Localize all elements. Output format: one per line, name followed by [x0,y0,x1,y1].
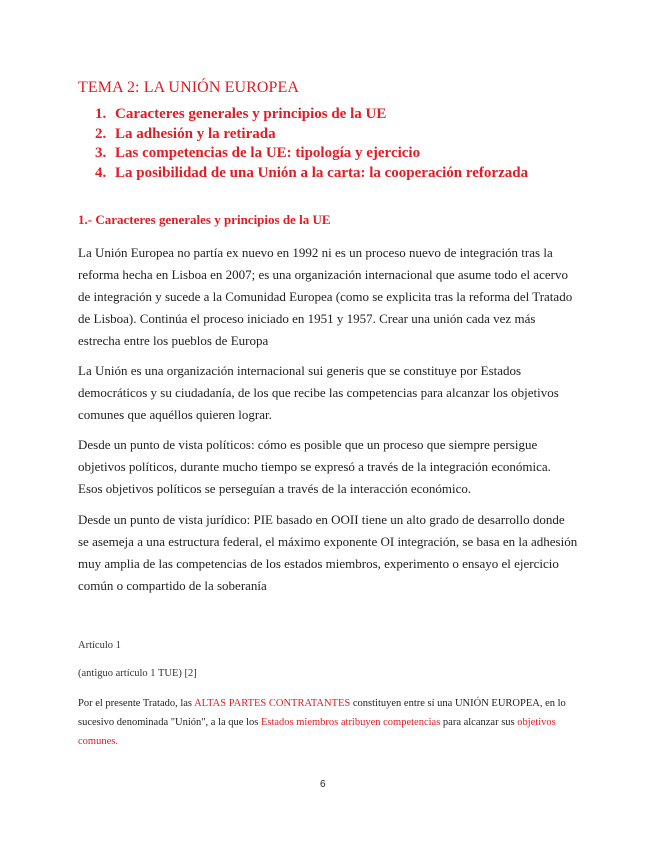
paragraph: Desde un punto de vista políticos: cómo es posible que un proceso que siempre persigue objetivos políticos, durante mucho tiempo se expresó a través de la integración económica. Esos objetivos políticos se perseguían a través de la interacción económico. [78,437,551,496]
toc-item [95,125,528,145]
toc-text: Caracteres generales y principios de la UE [115,106,387,122]
treaty-highlight: ALTAS PARTES CONTRATANTES [194,698,351,709]
toc-number: 2. [95,125,107,142]
article-subtitle: (antiguo artículo 1 TUE) [2] [78,668,197,679]
toc-text: La adhesión y la retirada [115,125,276,142]
treaty-highlight: Estados miembros atribuyen competencias [260,717,441,728]
section-heading: 1.- Caracteres generales y principios de la UE [78,212,331,227]
treaty-text: . [115,736,118,747]
treaty-text: para alcanzar sus [440,717,518,728]
page-number: 6 [320,779,326,790]
article-label: Artículo 1 [78,640,121,651]
toc-number: 4. [95,164,107,181]
document-title: TEMA 2: LA UNIÓN EUROPEA [78,79,300,96]
toc-number: 1. [95,106,107,122]
toc-text: Las competencias de la UE: tipología y ejercicio [115,145,421,161]
treaty-highlight: objetivos comunes [78,717,556,747]
toc-number: 3. [95,145,107,161]
toc-item [95,144,528,164]
toc-item [95,105,528,125]
paragraph: La Unión Europea no partía ex nuevo en 1992 ni es un proceso nuevo de integración tras la reforma hecha en Lisboa en 2007; es una organización internacional que asume todo el acervo de integración y sucede a la Comunidad Europea (como se explicita tras la reforma del Tratado de Lisboa). Continúa el proceso iniciado en 1951 y 1957. Crear una unión cada vez más estrecha entre los pueblos de Europa [78,245,573,348]
treaty-text: Por el presente Tratado, las [78,698,195,709]
toc-item [95,164,528,184]
paragraph: Desde un punto de vista jurídico: PIE basado en OOII tiene un alto grado de desarrollo donde se asemeja a una estructura federal, el máximo exponente OI integración, se basa en la adhesión muy amplia de las competencias de los estados miembros, experimento o ensayo el ejercicio común o compartido de la soberanía [78,512,578,593]
table-of-contents [95,105,528,183]
treaty-text: constituyen entre sí una UNIÓN EUROPEA, en lo sucesivo denominada "Unión", a la que los [78,698,566,728]
treaty-quote [78,694,578,751]
toc-text: La posibilidad de una Unión a la carta: la cooperación reforzada [115,164,529,181]
paragraph: La Unión es una organización internacional sui generis que se constituye por Estados democráticos y su ciudadanía, de los que recibe las competencias para alcanzar los objetivos comunes que aquéllos quieren lograr. [78,363,559,422]
